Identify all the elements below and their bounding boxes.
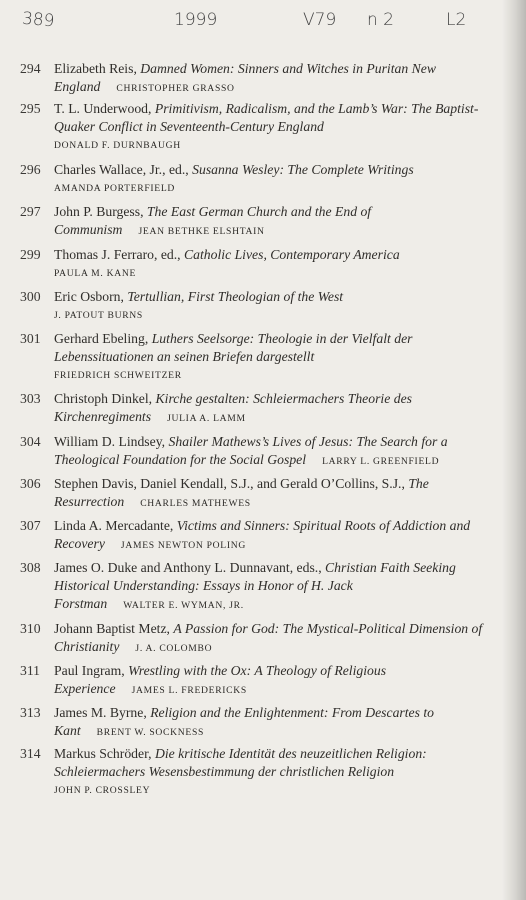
book-title: Kirche gestalten: Schleiermachers Theorie des Kirchenregiments — [54, 391, 412, 424]
book-title: The East German Church and the End of Communism — [54, 204, 372, 237]
book-title: Damned Women: Sinners and Witches in Puritan New England — [54, 61, 436, 94]
list-item — [20, 559, 490, 615]
reviewer: CHARLES MATHEWES — [140, 498, 251, 509]
author: Elizabeth Reis, — [54, 61, 137, 76]
list-item — [20, 100, 490, 155]
page-number: 299 — [20, 247, 41, 262]
book-title: Shailer Mathews’s Lives of Jesus: The Search for a Theological Foundation for the Social Gospel — [54, 434, 448, 467]
list-item — [20, 620, 490, 658]
book-title: Tertullian, First Theologian of the West — [127, 289, 344, 304]
book-title: Wrestling with the Ox: A Theology of Religious Experience — [54, 663, 387, 696]
reviewer: CHRISTOPHER GRASSO — [116, 83, 235, 94]
reviewer: J. A. COLOMBO — [135, 643, 213, 654]
author: James M. Byrne, — [54, 705, 147, 720]
book-title: Primitivism, Radicalism, and the Lamb’s War: The Baptist-Quaker Conflict in Seventeenth-Century England — [54, 101, 479, 134]
author: Thomas J. Ferraro, ed., — [54, 247, 181, 262]
list-item — [20, 704, 490, 742]
page-number: 314 — [20, 746, 41, 761]
page-number: 300 — [20, 289, 41, 304]
list-item — [20, 161, 490, 198]
list-item — [20, 517, 490, 555]
author: Charles Wallace, Jr., ed., — [54, 162, 189, 177]
handwritten-volume: V79 — [303, 10, 337, 30]
reviewer: WALTER E. WYMAN, JR. — [123, 600, 244, 611]
author: Johann Baptist Metz, — [54, 621, 170, 636]
author: John P. Burgess, — [54, 204, 144, 219]
page-number: 303 — [20, 391, 41, 406]
reviewer: FRIEDRICH SCHWEITZER — [54, 370, 182, 381]
page-number: 301 — [20, 331, 41, 346]
list-item — [20, 60, 490, 98]
page-number: 308 — [20, 560, 41, 575]
author: Gerhard Ebeling, — [54, 331, 149, 346]
page-number: 296 — [20, 162, 41, 177]
reviewer: AMANDA PORTERFIELD — [54, 183, 176, 194]
book-title: Die kritische Identität des neuzeitlichen Religion: Schleiermachers Wesensbestimmung der christlichen Religion — [54, 746, 427, 779]
book-title: Victims and Sinners: Spiritual Roots of Addiction and Recovery — [54, 518, 471, 551]
author: Christoph Dinkel, — [54, 391, 153, 406]
page-number: 294 — [20, 61, 41, 76]
reviewer: JOHN P. CROSSLEY — [54, 785, 151, 796]
book-title: Catholic Lives, Contemporary America — [184, 247, 400, 262]
reviewer: DONALD F. DURNBAUGH — [54, 140, 181, 151]
page-edge-shadow — [502, 0, 526, 900]
list-item — [20, 203, 490, 241]
page-number: 295 — [20, 101, 41, 116]
handwritten-year: 1999 — [174, 10, 218, 30]
list-item — [20, 330, 490, 385]
author: Eric Osborn, — [54, 289, 124, 304]
author: James O. Duke and Anthony L. Dunnavant, eds., — [54, 560, 322, 575]
list-item — [20, 433, 490, 471]
reviewer: J. PATOUT BURNS — [54, 310, 143, 321]
reviewer: JAMES L. FREDERICKS — [131, 685, 247, 696]
page-number: 310 — [20, 621, 41, 636]
author: Linda A. Mercadante, — [54, 518, 174, 533]
list-item — [20, 745, 490, 800]
reviewer: LARRY L. GREENFIELD — [322, 456, 440, 467]
page-number: 297 — [20, 204, 41, 219]
author: William D. Lindsey, — [54, 434, 166, 449]
author: Stephen Davis, Daniel Kendall, S.J., and Gerald O’Collins, S.J., — [54, 476, 405, 491]
list-item — [20, 246, 490, 283]
author: Markus Schröder, — [54, 746, 152, 761]
book-title: Christian Faith Seeking Historical Understanding: Essays in Honor of H. Jack Forstman — [54, 560, 456, 611]
reviewer: BRENT W. SOCKNESS — [96, 727, 205, 738]
book-title: Luthers Seelsorge: Theologie in der Vielfalt der Lebenssituationen an seinen Briefen dargestellt — [54, 331, 413, 364]
list-item — [20, 475, 490, 513]
book-title: Susanna Wesley: The Complete Writings — [192, 162, 414, 177]
reviewer: PAULA M. KANE — [54, 268, 137, 279]
author: T. L. Underwood, — [54, 101, 152, 116]
book-title: Religion and the Enlightenment: From Descartes to Kant — [54, 705, 435, 738]
handwritten-page-number: 389 — [21, 8, 56, 32]
list-item — [20, 288, 490, 325]
handwritten-issue: n 2 — [367, 10, 394, 30]
book-title: The Resurrection — [54, 476, 429, 509]
handwritten-code: L2 — [446, 10, 467, 30]
book-title: A Passion for God: The Mystical-Political Dimension of Christianity — [54, 621, 483, 654]
reviewer: JEAN BETHKE ELSHTAIN — [138, 226, 265, 237]
page-number: 313 — [20, 705, 41, 720]
reviewer: JAMES NEWTON POLING — [120, 540, 246, 551]
list-item — [20, 662, 490, 700]
reviewer: JULIA A. LAMM — [167, 413, 246, 424]
page-number: 307 — [20, 518, 41, 533]
list-item — [20, 390, 490, 428]
page-number: 304 — [20, 434, 41, 449]
author: Paul Ingram, — [54, 663, 125, 678]
page-number: 311 — [20, 663, 41, 678]
page-number: 306 — [20, 476, 41, 491]
